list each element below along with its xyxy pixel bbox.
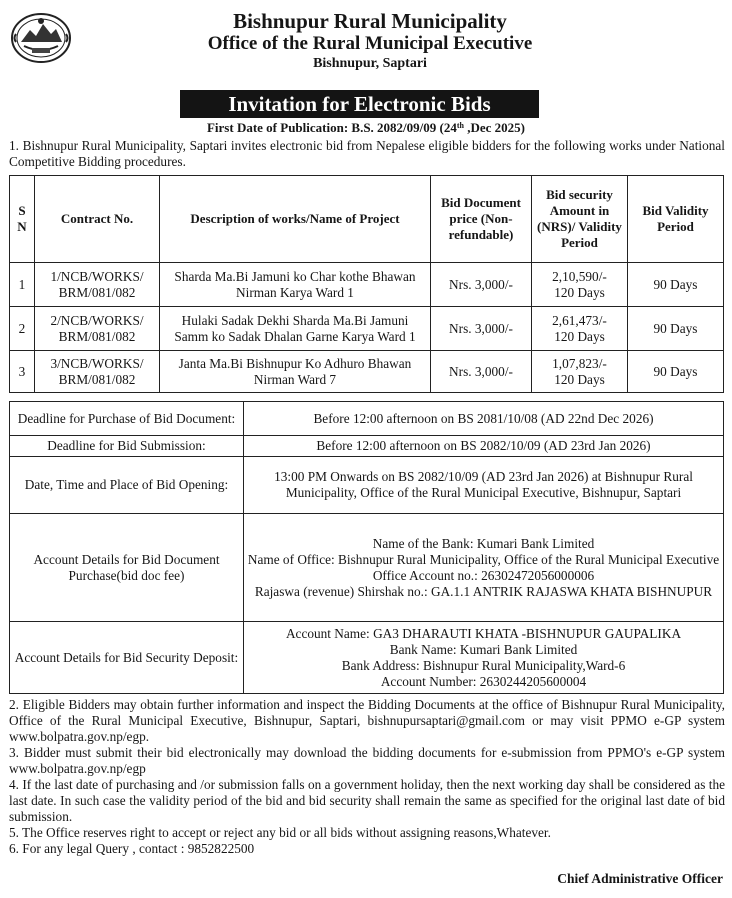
row-sn: 3 xyxy=(10,351,35,393)
row-price: Nrs. 3,000/- xyxy=(431,263,532,307)
bid-details-table xyxy=(9,401,724,694)
row-contract: 1/NCB/WORKS/ BRM/081/082 xyxy=(35,263,160,307)
security-account-line: Account Name: GA3 DHARAUTI KHATA -BISHNUPUR GAUPALIKA xyxy=(285,625,682,641)
table-row xyxy=(10,351,724,393)
office-name: Office of the Rural Municipal Executive xyxy=(207,33,533,54)
row-sn: 2 xyxy=(10,307,35,351)
header-validity: Bid Validity Period xyxy=(628,176,724,263)
purchase-deadline-label: Deadline for Purchase of Bid Document: xyxy=(10,402,244,436)
security-period: 120 Days xyxy=(554,371,605,387)
note-item: 5. The Office reserves right to accept or reject any bid or all bids without assigning reasons,Whatever. xyxy=(9,825,551,840)
row-security xyxy=(532,351,628,393)
security-account-line: Bank Address: Bishnupur Rural Municipality,Ward-6 xyxy=(341,657,626,673)
header-contract: Contract No. xyxy=(35,176,160,263)
doc-account-line: Rajaswa (revenue) Shirshak no.: GA.1.1 ANTRIK RAJASWA KHATA BISHNUPUR xyxy=(254,583,713,599)
doc-account-line: Office Account no.: 26302472056000006 xyxy=(372,567,595,583)
security-account-details xyxy=(244,622,724,694)
row-security xyxy=(532,307,628,351)
notes-section xyxy=(9,697,725,857)
header-security: Bid security Amount in (NRS)/ Validity Period xyxy=(532,176,628,263)
security-period: 120 Days xyxy=(554,284,605,300)
publication-date-value: B.S. 2082/09/09 (24 xyxy=(351,120,457,135)
opening-value: 13:00 PM Onwards on BS 2082/10/09 (AD 23rd Jan 2026) at Bishnupur Rural Municipality, Office of the Rural Municipal Executive, Bishnupur, Saptari xyxy=(244,457,724,514)
security-account-line: Bank Name: Kumari Bank Limited xyxy=(389,641,578,657)
row-description: Sharda Ma.Bi Jamuni ko Char kothe Bhawan Nirman Karya Ward 1 xyxy=(160,263,431,307)
note-item: 2. Eligible Bidders may obtain further information and inspect the Bidding Documents at the office of Bishnupur Rural Municipality, Office of the Rural Municipal Executive, Bishnupur, Saptari, bishnupursaptari@gmail.com or may visit PPMO e-GP system www.bolpatra.gov.np/egp. xyxy=(9,697,725,744)
header-description: Description of works/Name of Project xyxy=(160,176,431,263)
doc-account-label: Account Details for Bid Document Purchase(bid doc fee) xyxy=(10,514,244,622)
header-sn: S N xyxy=(10,176,35,263)
signatory-title: Chief Administrative Officer xyxy=(557,871,723,886)
publication-date xyxy=(0,120,732,136)
row-contract: 2/NCB/WORKS/ BRM/081/082 xyxy=(35,307,160,351)
row-contract: 3/NCB/WORKS/ BRM/081/082 xyxy=(35,351,160,393)
purchase-deadline-value: Before 12:00 afternoon on BS 2081/10/08 (AD 22nd Dec 2026) xyxy=(244,402,724,436)
doc-account-details xyxy=(244,514,724,622)
note-item: 6. For any legal Query , contact : 9852822500 xyxy=(9,841,255,856)
row-validity: 90 Days xyxy=(628,351,724,393)
submission-deadline-label: Deadline for Bid Submission: xyxy=(10,436,244,457)
row-price: Nrs. 3,000/- xyxy=(431,351,532,393)
note-item: 3. Bidder must submit their bid electronically may download the bidding documents for e-submission from PPMO's e-GP system www.bolpatra.gov.np/egp xyxy=(9,745,725,776)
security-period: 120 Days xyxy=(554,328,605,344)
table-row xyxy=(10,263,724,307)
row-validity: 90 Days xyxy=(628,263,724,307)
row-price: Nrs. 3,000/- xyxy=(431,307,532,351)
note-item: 4. If the last date of purchasing and /or submission falls on a government holiday, then the next working day shall be considered as the last date. In such case the validity period of the bid and bid security shall remain the same as specified for the original last date of bid submission. xyxy=(9,777,725,824)
letterhead xyxy=(0,9,732,73)
security-account-line: Account Number: 2630244205600004 xyxy=(380,673,587,689)
header-price: Bid Document price (Non-refundable) xyxy=(431,176,532,263)
publication-date-sup: th xyxy=(456,121,464,130)
row-sn: 1 xyxy=(10,263,35,307)
opening-label: Date, Time and Place of Bid Opening: xyxy=(10,457,244,514)
row-security xyxy=(532,263,628,307)
row-validity: 90 Days xyxy=(628,307,724,351)
notice-title-banner: Invitation for Electronic Bids xyxy=(180,90,539,118)
works-table xyxy=(9,175,724,393)
municipality-name: Bishnupur Rural Municipality xyxy=(233,9,507,33)
doc-account-line: Name of Office: Bishnupur Rural Municipality, Office of the Rural Municipal Executive xyxy=(247,551,720,567)
security-amount: 1,07,823/- xyxy=(552,355,607,371)
security-amount: 2,10,590/- xyxy=(552,268,607,284)
submission-deadline-value: Before 12:00 afternoon on BS 2082/10/09 (AD 23rd Jan 2026) xyxy=(244,436,724,457)
publication-date-tail: ,Dec 2025) xyxy=(467,120,526,135)
intro-paragraph: 1. Bishnupur Rural Municipality, Saptari invites electronic bid from Nepalese eligible bidders for the following works under National Competitive Bidding procedures. xyxy=(9,138,725,169)
security-account-label: Account Details for Bid Security Deposit: xyxy=(10,622,244,694)
publication-label: First Date of Publication: xyxy=(206,120,349,135)
security-amount: 2,61,473/- xyxy=(552,312,607,328)
doc-account-line: Name of the Bank: Kumari Bank Limited xyxy=(372,535,595,551)
office-location: Bishnupur, Saptari xyxy=(313,56,427,71)
row-description: Janta Ma.Bi Bishnupur Ko Adhuro Bhawan Nirman Ward 7 xyxy=(160,351,431,393)
row-description: Hulaki Sadak Dekhi Sharda Ma.Bi Jamuni Samm ko Sadak Dhalan Garne Karya Ward 1 xyxy=(160,307,431,351)
table-row xyxy=(10,307,724,351)
